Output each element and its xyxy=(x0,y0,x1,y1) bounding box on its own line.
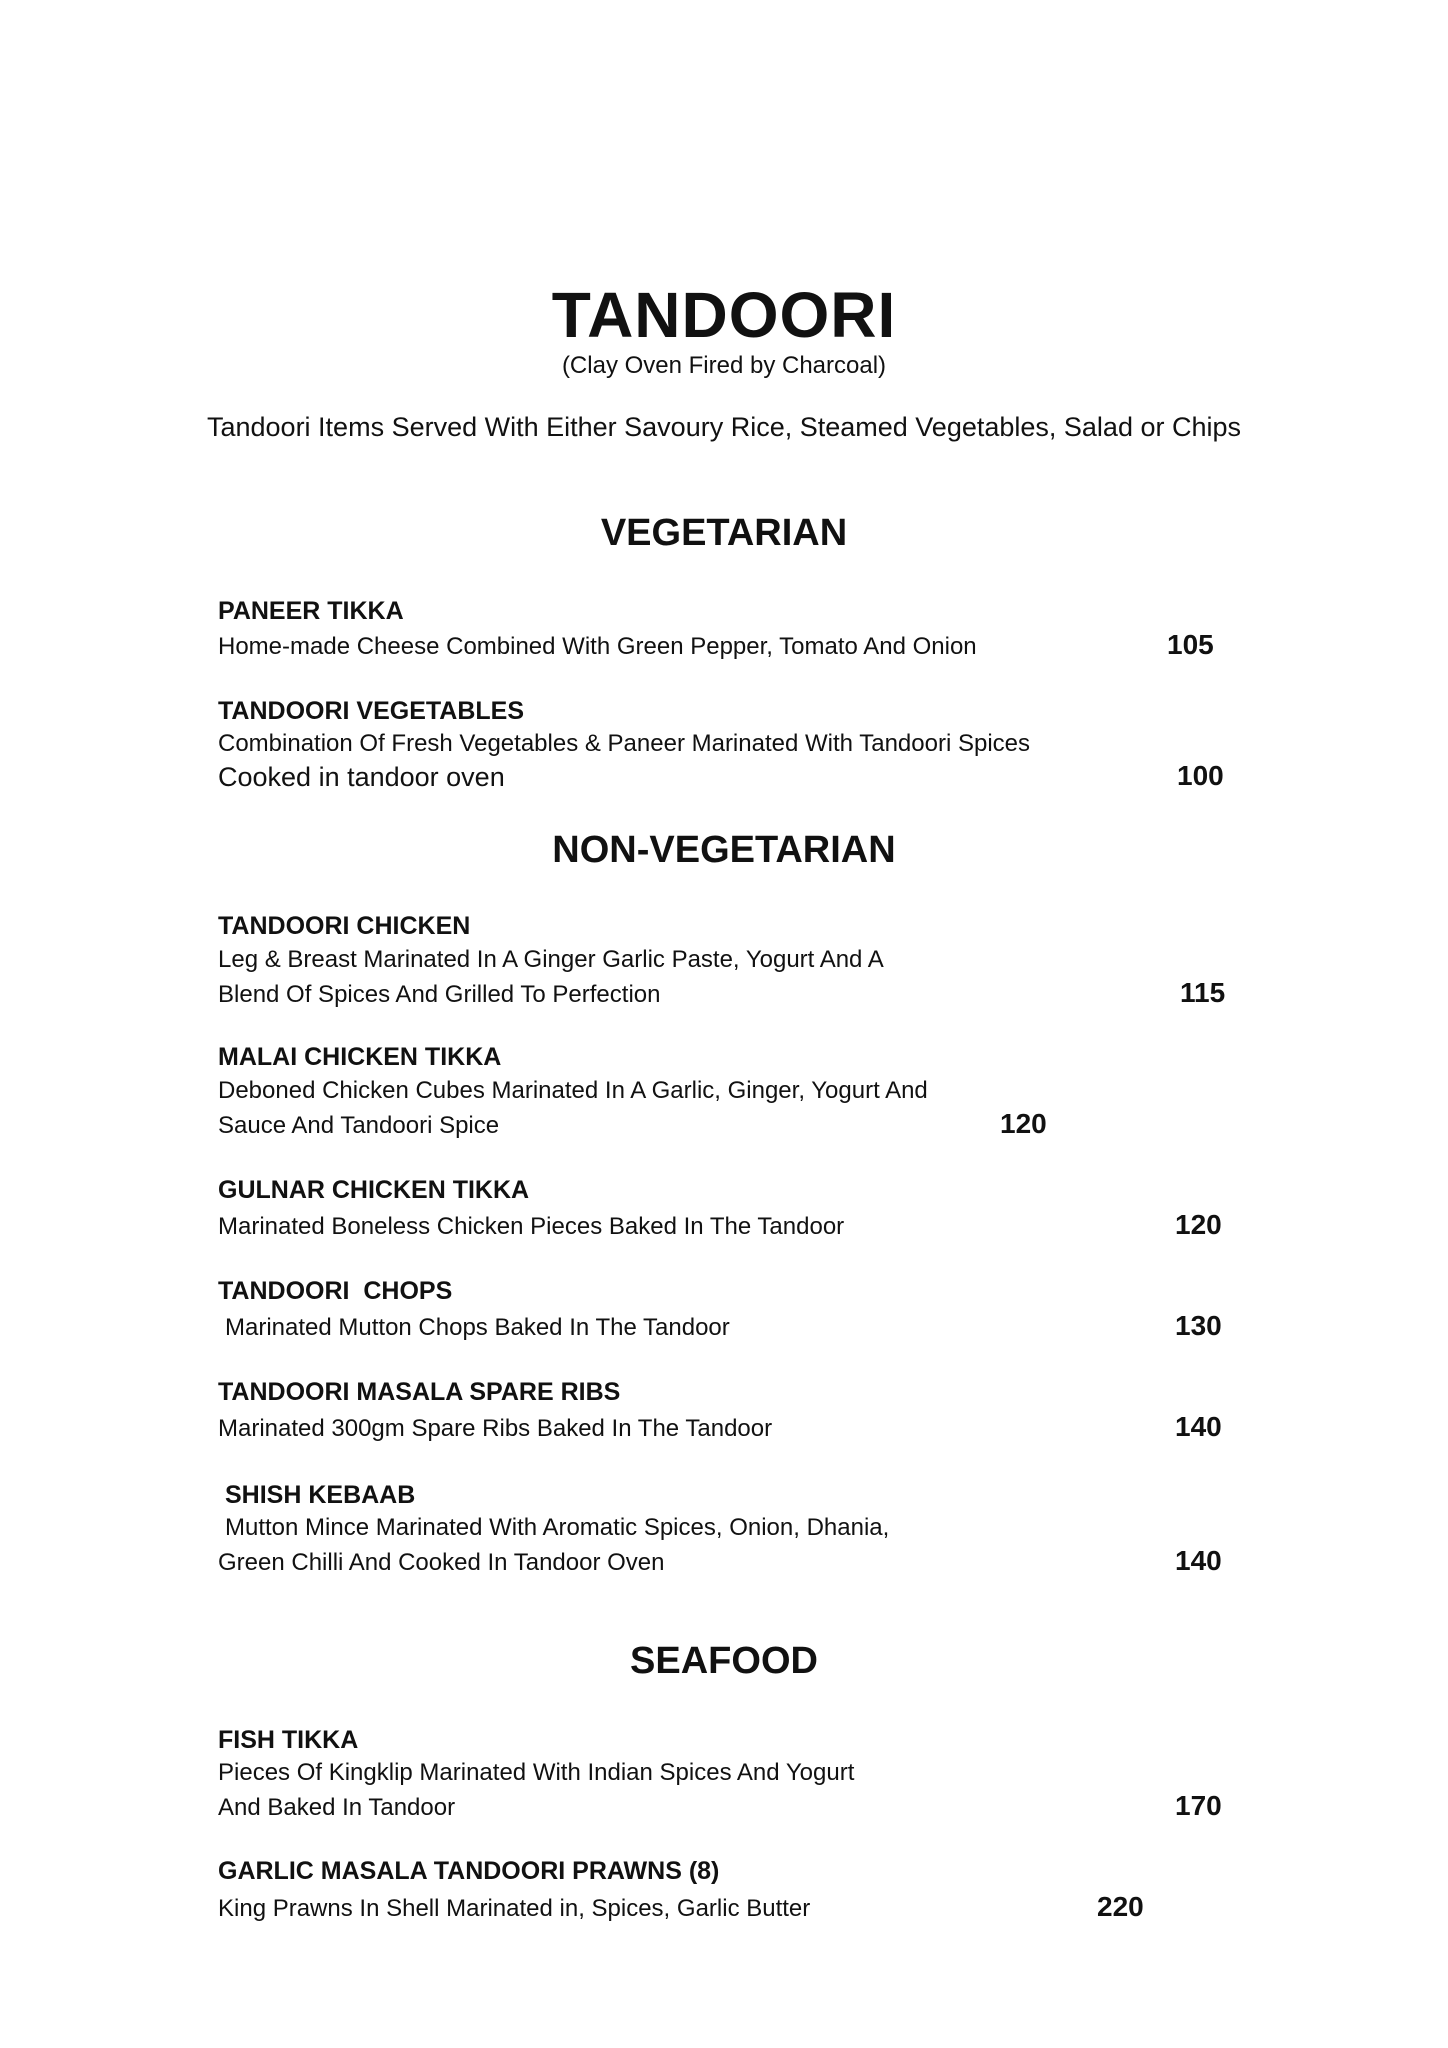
item-price: 140 xyxy=(1175,1545,1222,1576)
item-price: 170 xyxy=(1175,1790,1222,1821)
item-price: 140 xyxy=(1175,1411,1222,1442)
item-description: Blend Of Spices And Grilled To Perfection xyxy=(218,981,661,1008)
item-price: 100 xyxy=(1177,760,1224,791)
section-heading-vegetarian: VEGETARIAN xyxy=(600,512,848,554)
page-subtitle: (Clay Oven Fired by Charcoal) xyxy=(561,352,887,379)
item-name: MALAI CHICKEN TIKKA xyxy=(218,1043,502,1071)
item-description: And Baked In Tandoor xyxy=(218,1794,456,1821)
item-name: GARLIC MASALA TANDOORI PRAWNS (8) xyxy=(218,1857,720,1885)
item-description: Cooked in tandoor oven xyxy=(218,762,505,792)
item-description: Leg & Breast Marinated In A Ginger Garlic Paste, Yogurt And A xyxy=(218,946,884,973)
intro-text: Tandoori Items Served With Either Savoury Rice, Steamed Vegetables, Salad or Chips xyxy=(206,412,1241,442)
item-description: Pieces Of Kingklip Marinated With Indian Spices And Yogurt xyxy=(218,1759,855,1786)
item-name: FISH TIKKA xyxy=(218,1726,359,1754)
item-description: Sauce And Tandoori Spice xyxy=(218,1112,500,1139)
page-title: TANDOORI xyxy=(551,279,897,351)
section-heading-seafood: SEAFOOD xyxy=(630,1640,818,1682)
item-name: PANEER TIKKA xyxy=(218,597,404,625)
item-name: GULNAR CHICKEN TIKKA xyxy=(218,1176,530,1204)
item-description: Mutton Mince Marinated With Aromatic Spices, Onion, Dhania, xyxy=(225,1514,890,1541)
item-price: 220 xyxy=(1097,1891,1144,1922)
item-description: Green Chilli And Cooked In Tandoor Oven xyxy=(218,1549,665,1576)
item-description: King Prawns In Shell Marinated in, Spices, Garlic Butter xyxy=(218,1895,811,1922)
item-price: 120 xyxy=(1175,1209,1222,1240)
item-name: TANDOORI CHICKEN xyxy=(218,912,471,940)
item-price: 105 xyxy=(1167,629,1214,660)
item-price: 130 xyxy=(1175,1310,1222,1341)
item-description: Combination Of Fresh Vegetables & Paneer Marinated With Tandoori Spices xyxy=(218,730,1030,757)
item-description: Home-made Cheese Combined With Green Pepper, Tomato And Onion xyxy=(218,633,977,660)
item-description: Deboned Chicken Cubes Marinated In A Garlic, Ginger, Yogurt And xyxy=(218,1077,928,1104)
item-price: 120 xyxy=(1000,1108,1047,1139)
item-description: Marinated Mutton Chops Baked In The Tandoor xyxy=(225,1314,730,1341)
item-description: Marinated 300gm Spare Ribs Baked In The Tandoor xyxy=(218,1415,773,1442)
item-name: SHISH KEBAAB xyxy=(225,1481,416,1509)
item-description: Marinated Boneless Chicken Pieces Baked In The Tandoor xyxy=(218,1213,845,1240)
item-price: 115 xyxy=(1180,977,1226,1008)
section-heading-non-vegetarian: NON-VEGETARIAN xyxy=(552,829,896,871)
item-name: TANDOORI CHOPS xyxy=(218,1277,453,1305)
item-name: TANDOORI VEGETABLES xyxy=(218,697,525,725)
item-name: TANDOORI MASALA SPARE RIBS xyxy=(218,1378,621,1406)
